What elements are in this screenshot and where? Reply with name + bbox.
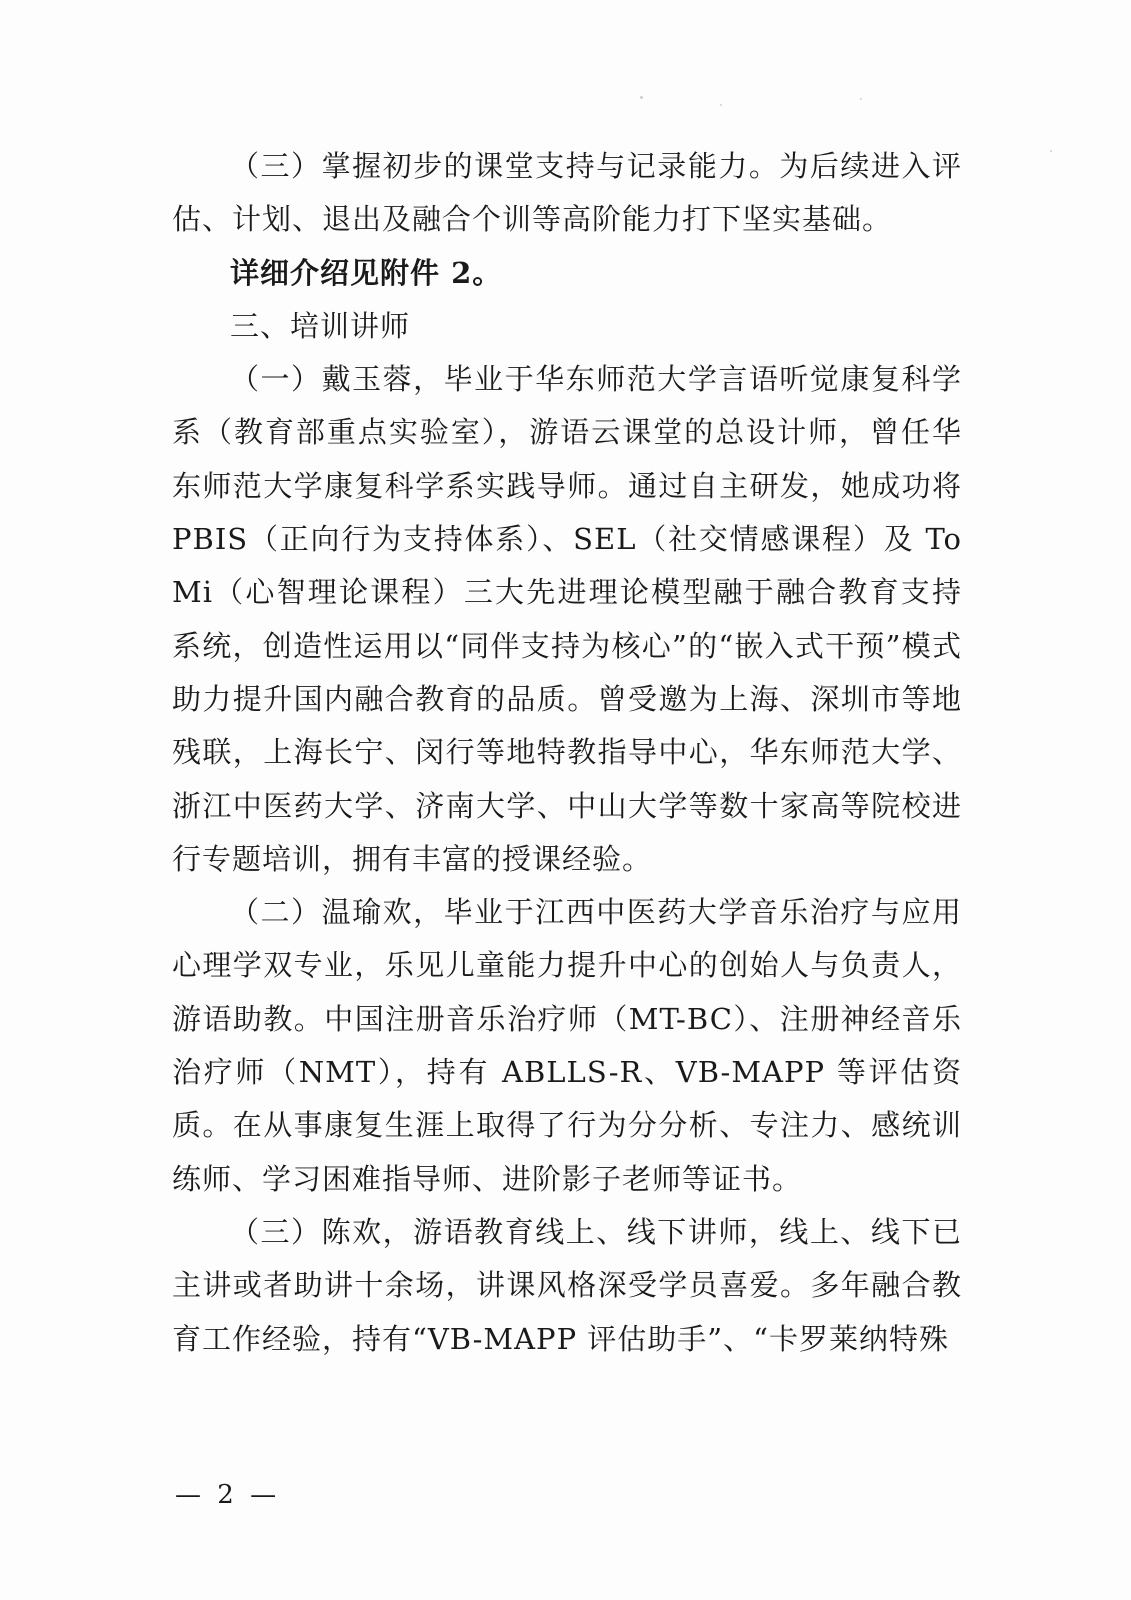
section-heading-trainers: 三、培训讲师 [230,308,411,343]
paragraph-objective-three: （三）掌握初步的课堂支持与记录能力。为后续进入评估、计划、退出及融合个训等高阶能力打下坚实基础。 [172,149,962,237]
scan-speck [1050,150,1052,152]
scan-speck [720,104,722,106]
paragraph-trainer-three: （三）陈欢，游语教育线上、线下讲师，线上、线下已主讲或者助讲十余场，讲课风格深受学员喜爱。多年融合教育工作经验，持有“VB-MAPP 评估助手”、“卡罗莱纳特殊 [172,1214,962,1356]
paragraph-trainer-two: （二）温瑜欢，毕业于江西中医药大学音乐治疗与应用心理学双专业，乐见儿童能力提升中心的创始人与负责人，游语助教。中国注册音乐治疗师（MT-BC）、注册神经音乐治疗师（NMT），持有 ABLLS-R、VB-MAPP 等评估资质。在从事康复生涯上取得了行为分分析、专注力、感统训练师、学习困难指导师、进阶影子老师等证书。 [172,895,962,1196]
page-number: — 2 — [175,1480,281,1510]
scan-speck [640,96,643,99]
scan-speck [860,98,862,100]
attachment-reference: 详细介绍见附件 2。 [230,255,503,290]
paragraph-trainer-one: （一）戴玉蓉，毕业于华东师范大学言语听觉康复科学系（教育部重点实验室），游语云课堂的总设计师，曾任华东师范大学康复科学系实践导师。通过自主研发，她成功将 PBIS（正向行为支持体系）、SEL（社交情感课程）及 ToMi（心智理论课程）三大先进理论模型融于融合教育支持系统，创造性运用以“同伴支持为核心”的“嵌入式干预”模式助力提升国内融合教育的品质。曾受邀为上海、深圳市等地残联，上海长宁、闵行等地特教指导中心，华东师范大学、浙江中医药大学、济南大学、中山大学等数十家高等院校进行专题培训，拥有丰富的授课经验。 [172,362,962,876]
document-body [172,140,962,1366]
